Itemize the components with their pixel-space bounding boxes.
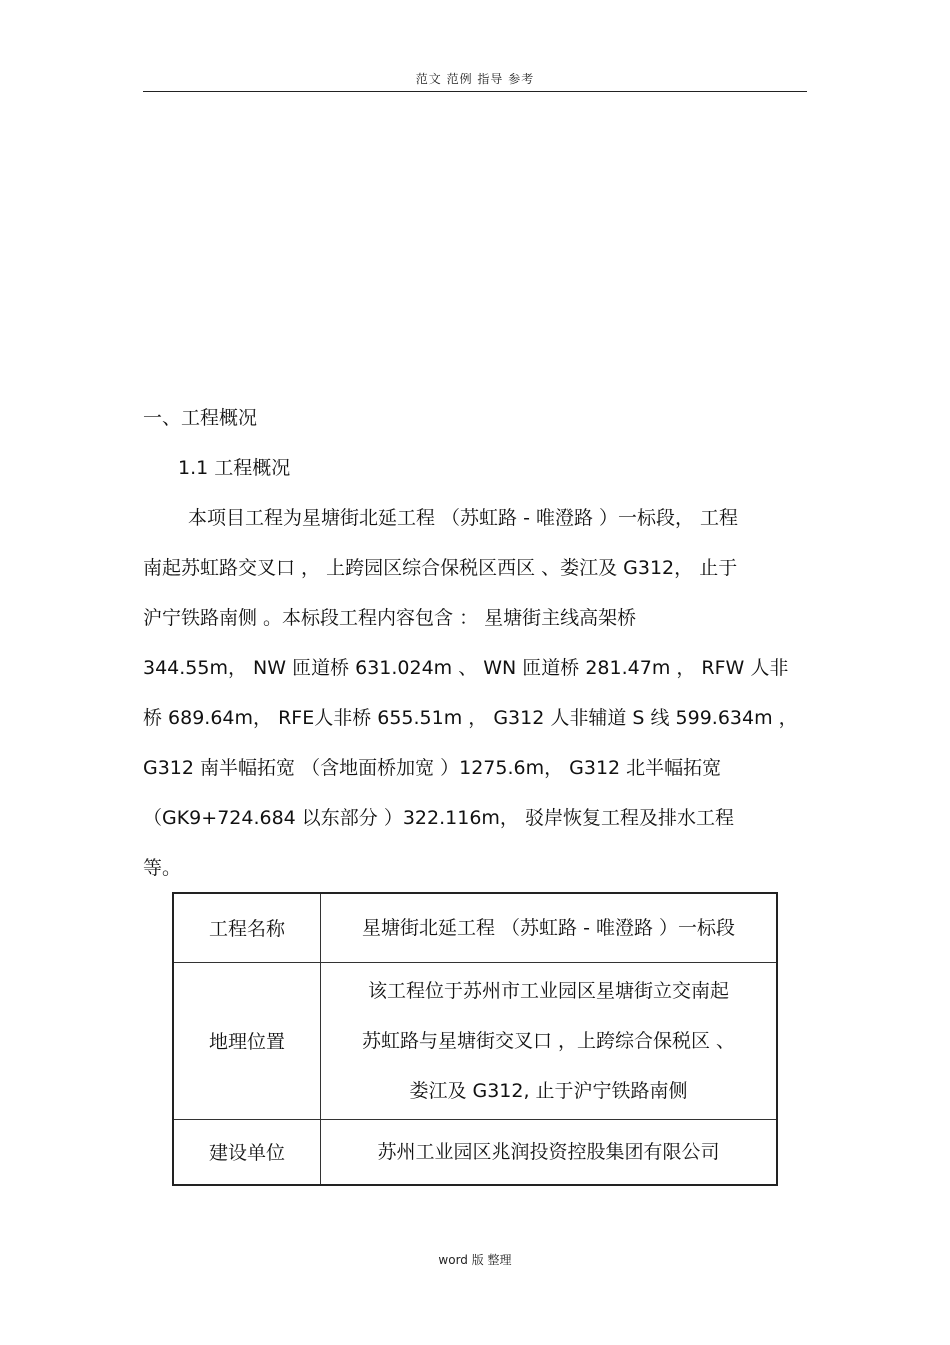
body-line: 桥 689.64m， RFE人非桥 655.51m ， G312 人非辅道 S 线 599.634m ， bbox=[143, 707, 798, 729]
body-line: 等。 bbox=[143, 857, 182, 879]
page-header: 范文 范例 指导 参考 bbox=[415, 72, 535, 86]
table-key-cell: 工程名称 bbox=[173, 893, 321, 962]
body-line: （GK9+724.684 以东部分 ）322.116m， 驳岸恢复工程及排水工程 bbox=[143, 807, 734, 829]
subsection-title: 1.1 工程概况 bbox=[178, 457, 291, 479]
table-value-line: 该工程位于苏州市工业园区星塘街立交南起 bbox=[367, 979, 729, 1002]
project-info-table bbox=[172, 892, 778, 1186]
table-value-line: 娄江及 G312, 止于沪宁铁路南侧 bbox=[409, 1079, 688, 1102]
table-key-cell: 建设单位 bbox=[173, 1119, 321, 1185]
table-value-line: 苏州工业园区兆润投资控股集团有限公司 bbox=[377, 1140, 720, 1163]
table-value-cell bbox=[321, 962, 778, 1119]
body-line: 南起苏虹路交叉口 ， 上跨园区综合保税区西区 、娄江及 G312， 止于 bbox=[143, 557, 738, 579]
body-line: G312 南半幅拓宽 （含地面桥加宽 ）1275.6m， G312 北半幅拓宽 bbox=[143, 757, 722, 779]
table-value-line: 星塘街北延工程 （苏虹路 - 唯澄路 ）一标段 bbox=[361, 916, 735, 939]
body-line: 344.55m， NW 匝道桥 631.024m 、 WN 匝道桥 281.47m ， RFW 人非 bbox=[143, 657, 789, 679]
table-value-cell bbox=[321, 893, 778, 962]
table-value-line: 苏虹路与星塘街交叉口 ，上跨综合保税区 、 bbox=[361, 1029, 736, 1052]
table-value-cell bbox=[321, 1119, 778, 1185]
page-footer: word 版 整理 bbox=[438, 1253, 512, 1267]
table-key-cell: 地理位置 bbox=[173, 962, 321, 1119]
body-line: 本项目工程为星塘街北延工程 （苏虹路 - 唯澄路 ）一标段， 工程 bbox=[188, 507, 739, 529]
table-row bbox=[173, 1119, 777, 1185]
section-title: 一、工程概况 bbox=[143, 407, 258, 429]
table-row bbox=[173, 893, 777, 962]
table-row bbox=[173, 962, 777, 1119]
body-line: 沪宁铁路南侧 。本标段工程内容包含 ： 星塘街主线高架桥 bbox=[143, 607, 637, 629]
header-rule bbox=[143, 91, 807, 92]
